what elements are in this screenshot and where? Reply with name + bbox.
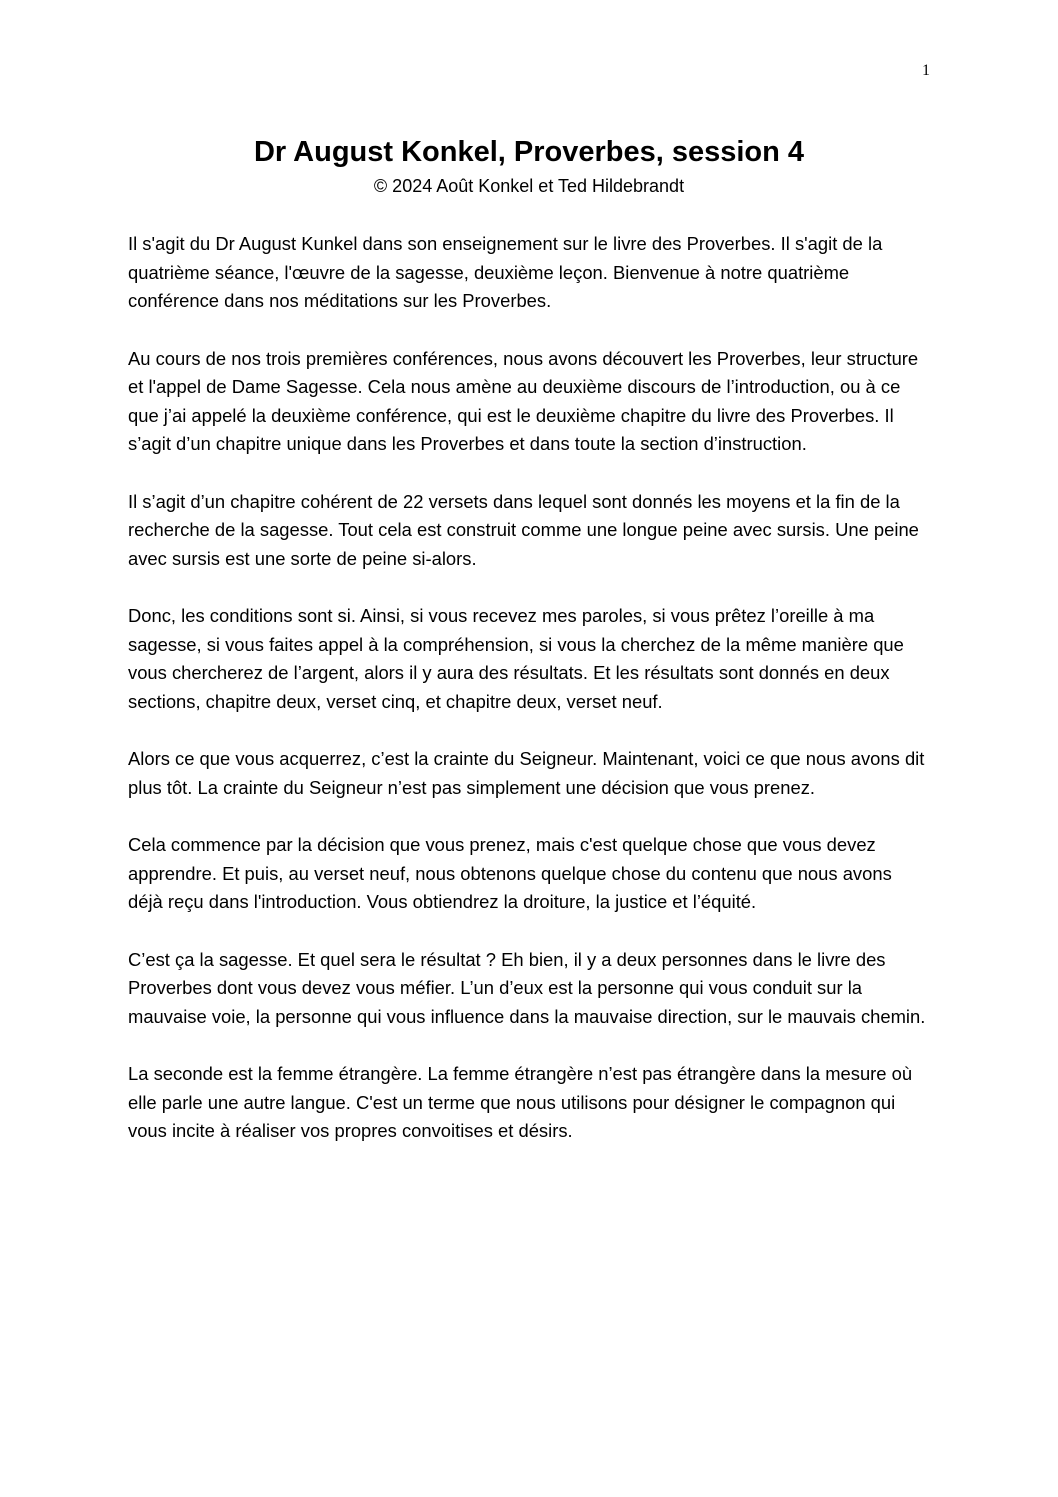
- paragraph-4: Donc, les conditions sont si. Ainsi, si vous recevez mes paroles, si vous prêtez l’oreille à ma sagesse, si vous faites appel à la compréhension, si vous la cherchez de la même manière que vous chercherez de l’argent, alors il y aura des résultats. Et les résultats sont donnés en deux sections, chapitre deux, verset cinq, et chapitre deux, verset neuf.: [128, 605, 904, 712]
- paragraph-6: Cela commence par la décision que vous prenez, mais c'est quelque chose que vous devez apprendre. Et puis, au verset neuf, nous obtenons quelque chose du contenu que nous avons déjà reçu dans l'introduction. Vous obtiendrez la droiture, la justice et l’équité.: [128, 834, 892, 912]
- paragraph-8: La seconde est la femme étrangère. La femme étrangère n’est pas étrangère dans la mesure où elle parle une autre langue. C'est un terme que nous utilisons pour désigner le compagnon qui vous incite à réaliser vos propres convoitises et désirs.: [128, 1063, 913, 1141]
- document-body: [128, 230, 928, 1175]
- paragraph-3: Il s’agit d’un chapitre cohérent de 22 versets dans lequel sont donnés les moyens et la fin de la recherche de la sagesse. Tout cela est construit comme une longue peine avec sursis. Une peine avec sursis est une sorte de peine si-alors.: [128, 490, 919, 569]
- paragraph-7: C’est ça la sagesse. Et quel sera le résultat ? Eh bien, il y a deux personnes dans le livre des Proverbes dont vous devez vous méfier. L’un d’eux est la personne qui vous conduit sur la mauvaise voie, la personne qui vous influence dans la mauvaise direction, sur le mauvais chemin.: [128, 948, 926, 1027]
- copyright-line: © 2024 Août Konkel et Ted Hildebrandt: [373, 176, 685, 196]
- page-number: 1: [922, 62, 930, 79]
- paragraph-1: Il s'agit du Dr August Kunkel dans son enseignement sur le livre des Proverbes. Il s'agit de la quatrième séance, l'œuvre de la sagesse, deuxième leçon. Bienvenue à notre quatrième conférence dans nos méditations sur les Proverbes.: [128, 233, 883, 311]
- paragraph-2: Au cours de nos trois premières conférences, nous avons découvert les Proverbes, leur structure et l'appel de Dame Sagesse. Cela nous amène au deuxième discours de l’introduction, ou à ce que j’ai appelé la deuxième conférence, qui est le deuxième chapitre du livre des Proverbes. Il s’agit d’un chapitre unique dans les Proverbes et dans toute la section d’instruction.: [128, 347, 919, 454]
- document-title: Dr August Konkel, Proverbes, session 4: [253, 136, 805, 168]
- paragraph-5: Alors ce que vous acquerrez, c’est la crainte du Seigneur. Maintenant, voici ce que nous avons dit plus tôt. La crainte du Seigneur n’est pas simplement une décision que vous prenez.: [128, 748, 925, 798]
